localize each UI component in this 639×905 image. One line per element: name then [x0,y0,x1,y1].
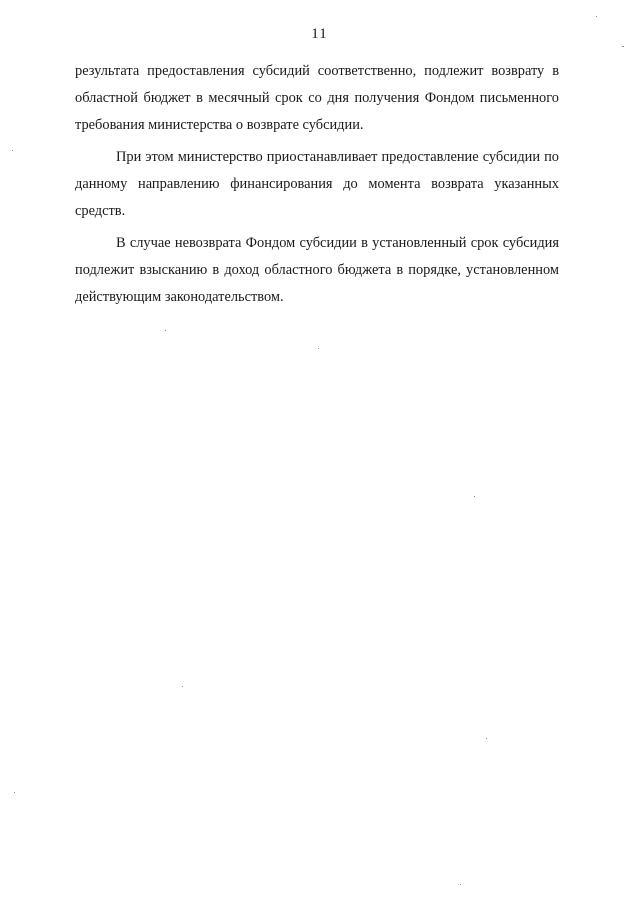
paragraph-continuation: результата предоставления субсидий соответственно, подлежит возврату в областной бюджет в месячный срок со дня получения Фондом письменного требования министерства о возврате субсидии. [75,63,559,133]
paragraph-suspension: При этом министерство приостанавливает предоставление субсидии по данному направлению финансирования до момента возврата указанных средств. [75,149,559,219]
document-body [75,58,559,316]
paragraph-recovery: В случае невозврата Фондом субсидии в установленный срок субсидия подлежит взысканию в доход областного бюджета в порядке, установленном действующим законодательством. [75,235,559,305]
page-number: 11 [311,26,328,42]
